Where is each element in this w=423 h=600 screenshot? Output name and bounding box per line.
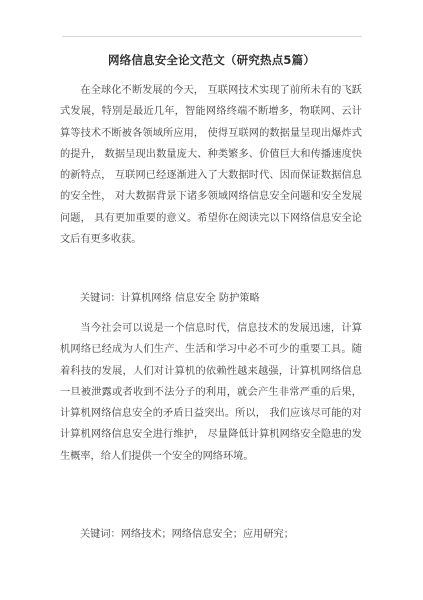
- body-paragraph: 当今社会可以说是一个信息时代，信息技术的发展迅速，计算机网络已经成为人们生产、生活和学习中必不可少的重要工具。随着科技的发展，人们对计算机的依赖性越来越强，计算机网络信息一旦被泄露或者收到不法分子的利用，就会产生非常严重的后果，计算机网络信息安全的矛盾日益突出。所以， 我们应该尽可能的对计算机网络信息安全进行维护， 尽量降低计算机网络安全隐患的发生概率，给人们提供一个安全的网络环境。: [60, 323, 362, 462]
- intro-paragraph: 在全球化不断发展的今天， 互联网技术实现了前所未有的飞跃式发展，特别是最近几年，智能网络终端不断增多，物联网、云计算等技术不断被各领域所应用， 使得互联网的数据量呈现出爆炸式的提升， 数据呈现出数量庞大、种类繁多、价值巨大和传播速度快的新特点， 互联网已经逐渐进入了大数据时代、因而保证数据信息的安全性， 对大数据背景下诸多领域网络信息安全问题和安全发展问题， 具有更加重要的意义。希望你在阅读完以下网络信息安全论文后有更多收获。: [60, 85, 362, 246]
- keywords-line-2: 关键词：网络技术；网络信息安全；应用研究；: [80, 529, 294, 540]
- document-title: 网络信息安全论文范文（研究热点5篇）: [107, 53, 316, 67]
- keywords-line-1: 关键词：计算机网络 信息安全 防护策略: [80, 293, 260, 304]
- header-divider: [62, 36, 362, 37]
